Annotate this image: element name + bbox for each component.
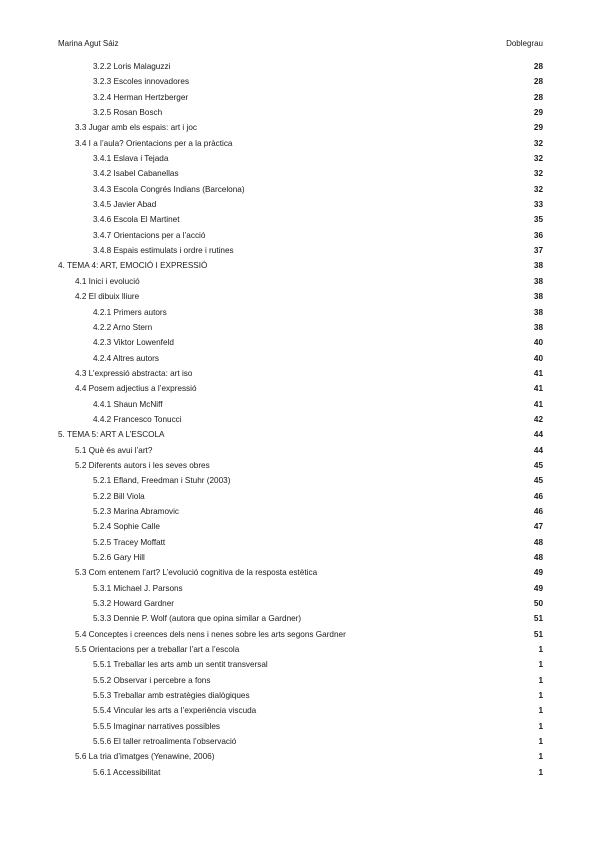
toc-entry-title: 5.3.1 Michael J. Parsons [93,583,183,593]
toc-entry-title: 5.6.1 Accessibilitat [93,767,161,777]
toc-entry-page-number: 32 [533,184,543,194]
toc-entry-page-number: 1 [538,691,543,701]
toc-entry[interactable] [58,274,543,289]
toc-entry[interactable] [58,688,543,703]
toc-entry-title: 3.4.5 Javier Abad [93,200,157,210]
toc-entry-page-number: 1 [538,706,543,716]
toc-entry-title: 5.3 Com entenem l’art? L’evolució cognitiva de la resposta estètica [75,568,318,578]
toc-entry-page-number: 32 [533,169,543,179]
toc-entry-title: 5.4 Conceptes i creences dels nens i nenes sobre les arts segons Gardner [75,629,346,639]
toc-entry-title: 4.4.2 Francesco Tonucci [93,414,182,424]
toc-entry-title: 4.4 Posem adjectius a l’expressió [75,384,197,394]
toc-entry-title: 3.4.2 Isabel Cabanellas [93,169,179,179]
toc-entry[interactable] [58,596,543,611]
toc-entry-page-number: 40 [533,338,543,348]
toc-entry[interactable] [58,550,543,565]
toc-entry-title: 5.5.6 El taller retroalimenta l’observació [93,737,237,747]
toc-entry-title: 3.2.4 Herman Hertzberger [93,92,189,102]
toc-entry[interactable] [58,59,543,74]
toc-entry[interactable] [58,305,543,320]
toc-entry-page-number: 41 [533,384,543,394]
toc-entry[interactable] [58,197,543,212]
toc-entry[interactable] [58,581,543,596]
toc-entry-title: 5.5 Orientacions per a treballar l’art a l’escola [75,645,240,655]
toc-entry-page-number: 35 [533,215,543,225]
toc-entry-page-number: 49 [533,568,543,578]
toc-entry[interactable] [58,489,543,504]
toc-entry-title: 3.2.5 Rosan Bosch [93,108,163,118]
toc-entry-page-number: 1 [538,767,543,777]
toc-entry-page-number: 38 [533,322,543,332]
page-header [58,38,543,50]
toc-entry-title: 3.4.3 Escola Congrés Indians (Barcelona) [93,184,245,194]
toc-entry[interactable] [58,381,543,396]
toc-entry-title: 5.5.1 Treballar les arts amb un sentit transversal [93,660,268,670]
toc-entry[interactable] [58,673,543,688]
toc-entry-page-number: 29 [533,123,543,133]
toc-entry[interactable] [58,243,543,258]
toc-entry-page-number: 1 [538,645,543,655]
toc-entry-page-number: 1 [538,737,543,747]
toc-entry-page-number: 41 [533,368,543,378]
toc-entry-title: 3.4.7 Orientacions per a l’acció [93,230,206,240]
toc-entry-page-number: 28 [533,62,543,71]
toc-entry-page-number: 48 [533,537,543,547]
toc-entry-title: 3.2.3 Escoles innovadores [93,77,190,87]
toc-entry[interactable] [58,212,543,227]
toc-entry[interactable] [58,90,543,105]
toc-entry-page-number: 44 [533,445,543,455]
toc-entry-page-number: 28 [533,92,543,102]
toc-entry-title: 4.2.4 Altres autors [93,353,159,363]
toc-entry-page-number: 42 [533,414,543,424]
toc-entry-page-number: 38 [533,292,543,302]
toc-entry-title: 5.2 Diferents autors i les seves obres [75,460,210,470]
toc-entry-title: 4.1 Inici i evolució [75,276,140,286]
toc-entry-page-number: 51 [533,614,543,624]
toc-entry-page-number: 45 [533,460,543,470]
toc-entry-title: 3.4.1 Eslava i Tejada [93,154,169,164]
header-company: Doblegrau [506,39,543,48]
toc-entry-title: 4.2 El dibuix lliure [75,292,140,302]
toc-entry-title: 5.2.1 Efland, Freedman i Stuhr (2003) [93,476,231,486]
toc-entry-title: 3.2.2 Loris Malaguzzi [93,62,171,71]
toc-entry-page-number: 32 [533,138,543,148]
toc-entry-title: 4.2.2 Arno Stern [93,322,153,332]
toc-entry-title: 5.1 Què és avui l’art? [75,445,153,455]
toc-entry[interactable] [58,627,543,642]
toc-entry-title: 4. TEMA 4: ART, EMOCIÓ I EXPRESSIÓ [58,261,208,271]
toc-entry-title: 3.4.6 Escola El Martinet [93,215,180,225]
toc-entry[interactable] [58,412,543,427]
toc-entry-title: 3.4.8 Espais estimulats i ordre i rutines [93,246,234,256]
toc-entry-page-number: 45 [533,476,543,486]
toc-entry-page-number: 1 [538,752,543,762]
toc-entry[interactable] [58,289,543,304]
toc-entry[interactable] [58,427,543,442]
toc-entry-title: 5.2.5 Tracey Moffatt [93,537,166,547]
toc-entry-page-number: 38 [533,276,543,286]
toc-entry[interactable] [58,120,543,135]
toc-entry-page-number: 29 [533,108,543,118]
toc-entry-page-number: 46 [533,491,543,501]
toc-entry[interactable] [58,611,543,626]
toc-entry[interactable] [58,182,543,197]
toc-entry[interactable] [58,473,543,488]
toc-entry[interactable] [58,397,543,412]
toc-entry[interactable] [58,703,543,718]
toc-entry-title: 4.2.1 Primers autors [93,307,167,317]
toc-entry[interactable] [58,657,543,672]
toc-entry-page-number: 1 [538,721,543,731]
toc-entry-page-number: 48 [533,553,543,562]
toc-entry[interactable] [58,443,543,458]
toc-entry[interactable] [58,258,543,273]
toc-entry-page-number: 44 [533,430,543,440]
toc-entry[interactable] [58,320,543,335]
header-author: Marina Agut Sáiz [58,39,119,48]
toc-entry-page-number: 46 [533,506,543,516]
toc-entry-title: 4.3 L’expressió abstracta: art iso [75,368,193,378]
toc-entry-page-number: 50 [533,599,543,609]
toc-entry[interactable] [58,151,543,166]
toc-entry-page-number: 1 [538,660,543,670]
toc-entry[interactable] [58,105,543,120]
toc-entry-page-number: 28 [533,77,543,87]
toc-entry-title: 5.5.4 Vincular les arts a l’experiència viscuda [93,706,257,716]
toc-entry-title: 5.5.3 Treballar amb estratègies dialògiques [93,691,250,701]
toc-entry[interactable] [58,565,543,580]
toc-entry[interactable] [58,136,543,151]
toc-entry-page-number: 47 [533,522,543,532]
toc-entry[interactable] [58,504,543,519]
toc-entry-page-number: 32 [533,154,543,164]
toc-entry-page-number: 49 [533,583,543,593]
toc-entry-title: 3.4 I a l’aula? Orientacions per a la pràctica [75,138,233,148]
toc-entry[interactable] [58,228,543,243]
toc-entry-title: 4.2.3 Viktor Lowenfeld [93,338,174,348]
toc-entry-title: 5.2.3 Marina Abramovic [93,506,180,516]
toc-entry-page-number: 41 [533,399,543,409]
toc-entry-page-number: 1 [538,675,543,685]
toc-entry-title: 5.6 La tria d’imatges (Yenawine, 2006) [75,752,215,762]
table-of-contents [58,59,543,780]
toc-entry[interactable] [58,535,543,550]
toc-entry-title: 5. TEMA 5: ART A L’ESCOLA [58,430,165,440]
toc-entry-title: 5.3.2 Howard Gardner [93,599,175,609]
toc-entry-title: 5.2.4 Sophie Calle [93,522,160,532]
toc-entry[interactable] [58,166,543,181]
toc-entry[interactable] [58,366,543,381]
toc-entry[interactable] [58,749,543,764]
toc-entry-title: 5.2.6 Gary Hill [93,553,145,562]
toc-entry-page-number: 38 [533,307,543,317]
toc-entry[interactable] [58,519,543,534]
toc-entry[interactable] [58,458,543,473]
toc-entry[interactable] [58,642,543,657]
toc-entry[interactable] [58,74,543,89]
toc-entry[interactable] [58,734,543,749]
toc-entry[interactable] [58,335,543,350]
toc-entry-page-number: 37 [533,246,543,256]
toc-entry[interactable] [58,719,543,734]
toc-entry-title: 4.4.1 Shaun McNiff [93,399,163,409]
toc-entry-page-number: 51 [533,629,543,639]
toc-entry-page-number: 33 [533,200,543,210]
toc-entry-title: 3.3 Jugar amb els espais: art i joc [75,123,197,133]
toc-entry-title: 5.3.3 Dennie P. Wolf (autora que opina similar a Gardner) [93,614,302,624]
toc-entry[interactable] [58,351,543,366]
toc-entry-title: 5.5.5 Imaginar narratives possibles [93,721,220,731]
toc-entry-title: 5.5.2 Observar i percebre a fons [93,675,211,685]
toc-entry-page-number: 36 [533,230,543,240]
toc-entry-page-number: 40 [533,353,543,363]
toc-entry-title: 5.2.2 Bill Viola [93,491,145,501]
toc-entry-page-number: 38 [533,261,543,271]
toc-entry[interactable] [58,765,543,780]
